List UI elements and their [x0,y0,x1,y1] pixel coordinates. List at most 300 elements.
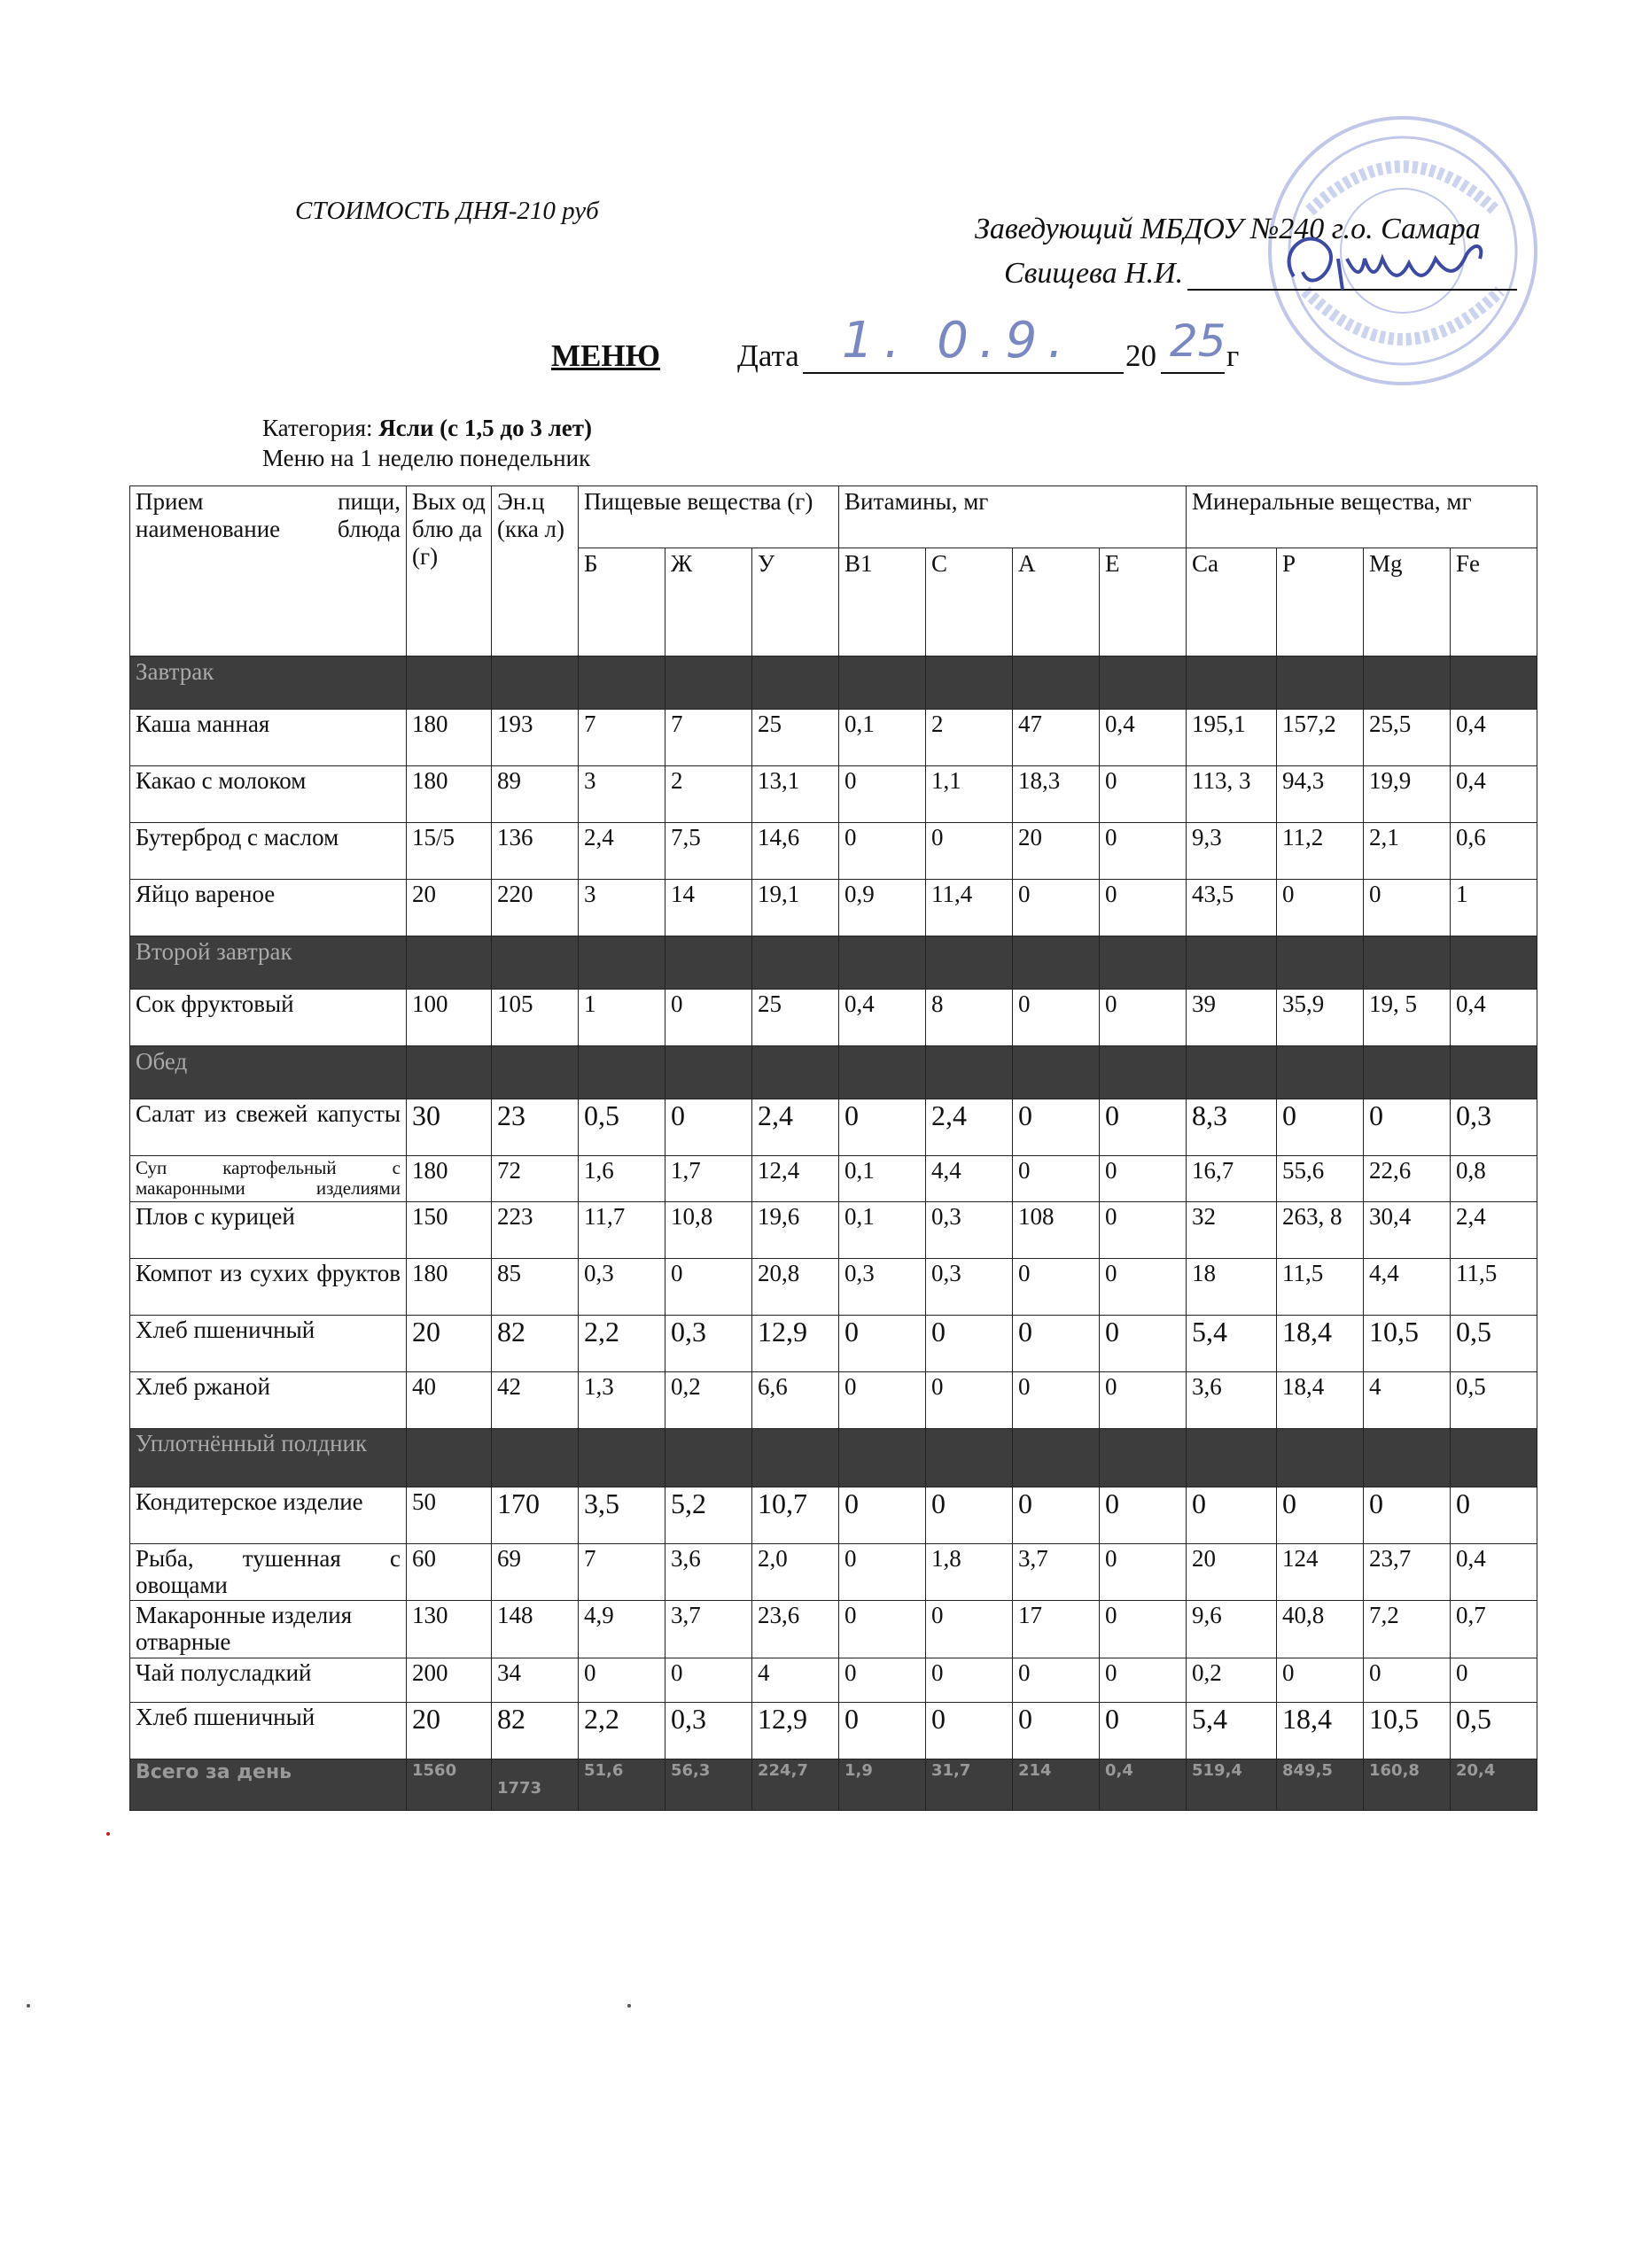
section-cell [1451,656,1537,710]
value-cell: 50 [407,1487,492,1544]
value-cell: 220 [492,880,579,936]
value-cell: 0 [1013,1156,1100,1202]
value-cell: 0 [839,1316,926,1372]
value-cell: 0 [1013,1487,1100,1544]
value-cell: 0 [926,1372,1013,1429]
dish-name: Каша манная [130,710,407,766]
table-row [130,1544,1537,1601]
table-row [130,1601,1537,1658]
value-cell: 0 [1100,766,1187,823]
category-label: Категория: [262,415,373,441]
value-cell: 19, 5 [1364,990,1451,1046]
value-cell: 0,1 [839,1156,926,1202]
section-cell [1100,656,1187,710]
value-cell: 2 [926,710,1013,766]
value-cell: 7 [665,710,752,766]
table-row [130,1316,1537,1372]
value-cell: 25,5 [1364,710,1451,766]
section-cell [1187,656,1277,710]
value-cell: 39 [1187,990,1277,1046]
value-cell: 0 [1013,1372,1100,1429]
value-cell: 3 [579,766,665,823]
value-cell: 5,2 [665,1487,752,1544]
value-cell: 113, 3 [1187,766,1277,823]
value-cell: 4,9 [579,1601,665,1658]
value-cell: 30,4 [1364,1202,1451,1259]
total-cell: 849,5 [1277,1759,1364,1810]
value-cell: 180 [407,1156,492,1202]
subheader-cell: Е [1100,548,1187,656]
value-cell: 2,0 [752,1544,839,1601]
table-row [130,710,1537,766]
value-cell: 0 [926,1658,1013,1702]
menu-title: МЕНЮ [551,338,661,373]
value-cell: 0,3 [1451,1099,1537,1156]
value-cell: 0 [926,1316,1013,1372]
value-cell: 0 [1013,990,1100,1046]
value-cell: 6,6 [752,1372,839,1429]
value-cell: 32 [1187,1202,1277,1259]
section-cell [1013,936,1100,990]
value-cell: 85 [492,1259,579,1316]
value-cell: 12,4 [752,1156,839,1202]
total-cell: 519,4 [1187,1759,1277,1810]
header-energy: Эн.ц (кка л) [492,486,579,656]
value-cell: 0,4 [1451,1544,1537,1601]
value-cell: 0 [839,766,926,823]
value-cell: 193 [492,710,579,766]
value-cell: 0 [1100,1658,1187,1702]
value-cell: 0 [1277,1658,1364,1702]
value-cell: 0 [1277,1099,1364,1156]
value-cell: 7,5 [665,823,752,880]
value-cell: 1 [1451,880,1537,936]
section-cell [1364,1429,1451,1487]
value-cell: 3,7 [1013,1544,1100,1601]
subheader-cell: Mg [1364,548,1451,656]
value-cell: 0 [839,823,926,880]
value-cell: 0 [926,1702,1013,1759]
value-cell: 35,9 [1277,990,1364,1046]
value-cell: 12,9 [752,1702,839,1759]
value-cell: 18,4 [1277,1316,1364,1372]
approval-line: Заведующий МБДОУ №240 г.о. Самара [975,213,1481,245]
header-nutrients: Пищевые вещества (г) [579,486,839,548]
value-cell: 0 [1277,1487,1364,1544]
table-row [130,1372,1537,1429]
value-cell: 1,8 [926,1544,1013,1601]
value-cell: 100 [407,990,492,1046]
section-title: Второй завтрак [130,936,407,990]
value-cell: 0 [665,1658,752,1702]
dish-name: Плов с курицей [130,1202,407,1259]
speck [27,2004,30,2008]
table-row [130,823,1537,880]
value-cell: 0 [839,1544,926,1601]
value-cell: 0 [1013,1259,1100,1316]
section-cell [839,1046,926,1099]
value-cell: 7 [579,710,665,766]
value-cell: 94,3 [1277,766,1364,823]
section-cell [492,1429,579,1487]
value-cell: 0,2 [1187,1658,1277,1702]
subheader-cell: Fe [1451,548,1537,656]
value-cell: 0 [1013,1658,1100,1702]
dish-name: Хлеб ржаной [130,1372,407,1429]
value-cell: 0,4 [1451,766,1537,823]
total-cell: 56,3 [665,1759,752,1810]
value-cell: 4,4 [926,1156,1013,1202]
value-cell: 2 [665,766,752,823]
value-cell: 9,6 [1187,1601,1277,1658]
total-cell: 31,7 [926,1759,1013,1810]
value-cell: 55,6 [1277,1156,1364,1202]
subheader-cell: В1 [839,548,926,656]
value-cell: 200 [407,1658,492,1702]
value-cell: 0 [839,1702,926,1759]
section-cell [407,1429,492,1487]
value-cell: 0,5 [1451,1702,1537,1759]
value-cell: 10,5 [1364,1316,1451,1372]
value-cell: 0,3 [579,1259,665,1316]
value-cell: 0,4 [839,990,926,1046]
value-cell: 0,4 [1451,990,1537,1046]
value-cell: 0,8 [1451,1156,1537,1202]
speck [106,1832,110,1836]
value-cell: 40,8 [1277,1601,1364,1658]
value-cell: 89 [492,766,579,823]
dish-name: Макаронные изделия отварные [130,1601,407,1658]
section-row [130,936,1537,990]
dish-name: Чай полусладкий [130,1658,407,1702]
section-cell [1277,656,1364,710]
table-row [130,1702,1537,1759]
value-cell: 157,2 [1277,710,1364,766]
value-cell: 1 [579,990,665,1046]
value-cell: 20 [407,880,492,936]
value-cell: 19,9 [1364,766,1451,823]
section-row [130,1046,1537,1099]
total-cell: 0,4 [1100,1759,1187,1810]
value-cell: 43,5 [1187,880,1277,936]
section-cell [1100,936,1187,990]
section-cell [1451,1046,1537,1099]
section-cell [752,936,839,990]
section-cell [752,656,839,710]
value-cell: 82 [492,1702,579,1759]
value-cell: 11,4 [926,880,1013,936]
section-cell [1364,936,1451,990]
table-row [130,1202,1537,1259]
value-cell: 20 [407,1316,492,1372]
value-cell: 223 [492,1202,579,1259]
value-cell: 0,2 [665,1372,752,1429]
dish-name: Какао с молоком [130,766,407,823]
value-cell: 0,9 [839,880,926,936]
value-cell: 11,2 [1277,823,1364,880]
section-cell [579,936,665,990]
section-cell [1187,936,1277,990]
value-cell: 0 [1013,1316,1100,1372]
value-cell: 2,2 [579,1702,665,1759]
dish-name: Суп картофельный с макаронными изделиями [130,1156,407,1202]
section-title: Завтрак [130,656,407,710]
value-cell: 0,3 [665,1702,752,1759]
value-cell: 23,6 [752,1601,839,1658]
value-cell: 25 [752,710,839,766]
value-cell: 0 [1364,1487,1451,1544]
header-meal: Прием пищи, наименование блюда [130,486,407,656]
value-cell: 0 [1100,1487,1187,1544]
value-cell: 18,4 [1277,1372,1364,1429]
value-cell: 22,6 [1364,1156,1451,1202]
value-cell: 170 [492,1487,579,1544]
dish-name: Салат из свежей капусты [130,1099,407,1156]
subheader-cell: Ж [665,548,752,656]
value-cell: 12,9 [752,1316,839,1372]
value-cell: 0 [839,1658,926,1702]
subheader-cell: С [926,548,1013,656]
value-cell: 0 [1364,880,1451,936]
value-cell: 11,5 [1277,1259,1364,1316]
value-cell: 0 [1100,1372,1187,1429]
value-cell: 0 [1451,1487,1537,1544]
value-cell: 180 [407,710,492,766]
value-cell: 7 [579,1544,665,1601]
value-cell: 0 [1100,990,1187,1046]
date-line [803,372,1124,374]
value-cell: 108 [1013,1202,1100,1259]
value-cell: 14,6 [752,823,839,880]
value-cell: 4,4 [1364,1259,1451,1316]
section-cell [1013,1046,1100,1099]
table-row [130,1487,1537,1544]
dish-name: Хлеб пшеничный [130,1702,407,1759]
section-cell [492,936,579,990]
value-cell: 8 [926,990,1013,1046]
value-cell: 18,3 [1013,766,1100,823]
subheader-cell: Б [579,548,665,656]
value-cell: 10,8 [665,1202,752,1259]
year-prefix: 20 [1125,338,1156,373]
section-cell [492,656,579,710]
value-cell: 0 [665,1259,752,1316]
value-cell: 0,3 [926,1202,1013,1259]
value-cell: 34 [492,1658,579,1702]
value-cell: 0,3 [665,1316,752,1372]
dish-name: Компот из сухих фруктов [130,1259,407,1316]
value-cell: 3 [579,880,665,936]
value-cell: 14 [665,880,752,936]
total-cell: 214 [1013,1759,1100,1810]
category-value: Ясли (с 1,5 до 3 лет) [378,415,592,441]
section-cell [926,1046,1013,1099]
value-cell: 0,6 [1451,823,1537,880]
total-cell: 1560 [407,1759,492,1810]
value-cell: 0,5 [1451,1316,1537,1372]
value-cell: 2,1 [1364,823,1451,880]
value-cell: 10,7 [752,1487,839,1544]
year-unit: г [1226,338,1240,373]
value-cell: 8,3 [1187,1099,1277,1156]
value-cell: 18 [1187,1259,1277,1316]
value-cell: 1,6 [579,1156,665,1202]
value-cell: 0 [926,1601,1013,1658]
value-cell: 10,5 [1364,1702,1451,1759]
value-cell: 11,7 [579,1202,665,1259]
section-cell [1277,1046,1364,1099]
value-cell: 263, 8 [1277,1202,1364,1259]
week-label: Меню на 1 неделю понедельник [262,445,591,471]
dish-name: Кондитерское изделие [130,1487,407,1544]
section-cell [752,1429,839,1487]
value-cell: 0 [926,1487,1013,1544]
value-cell: 130 [407,1601,492,1658]
section-cell [492,1046,579,1099]
section-cell [1364,656,1451,710]
value-cell: 40 [407,1372,492,1429]
value-cell: 15/5 [407,823,492,880]
total-row [130,1759,1537,1810]
value-cell: 23,7 [1364,1544,1451,1601]
value-cell: 0 [926,823,1013,880]
value-cell: 180 [407,766,492,823]
signature-icon [1276,223,1498,303]
table-row [130,766,1537,823]
value-cell: 0 [1187,1487,1277,1544]
value-cell: 195,1 [1187,710,1277,766]
section-cell [839,1429,926,1487]
value-cell: 16,7 [1187,1156,1277,1202]
value-cell: 4 [752,1658,839,1702]
section-cell [579,1046,665,1099]
subheader-cell: Р [1277,548,1364,656]
total-cell: 1773 [492,1759,579,1810]
value-cell: 2,2 [579,1316,665,1372]
value-cell: 1,3 [579,1372,665,1429]
speck [627,2004,631,2008]
value-cell: 3,6 [1187,1372,1277,1429]
value-cell: 0 [1100,1156,1187,1202]
value-cell: 0,3 [839,1259,926,1316]
value-cell: 82 [492,1316,579,1372]
value-cell: 0,7 [1451,1601,1537,1658]
subheader-cell: А [1013,548,1100,656]
value-cell: 0,4 [1100,710,1187,766]
section-cell [1187,1046,1277,1099]
header-row [130,486,1537,548]
value-cell: 2,4 [926,1099,1013,1156]
value-cell: 0 [1364,1658,1451,1702]
section-cell [926,1429,1013,1487]
table-row [130,1658,1537,1702]
section-cell [407,936,492,990]
value-cell: 136 [492,823,579,880]
value-cell: 0 [1013,880,1100,936]
value-cell: 11,5 [1451,1259,1537,1316]
section-cell [1100,1046,1187,1099]
total-cell: 1,9 [839,1759,926,1810]
value-cell: 0 [1100,1544,1187,1601]
value-cell: 1,1 [926,766,1013,823]
value-cell: 0 [1364,1099,1451,1156]
subheader-cell: У [752,548,839,656]
section-cell [1100,1429,1187,1487]
table-row [130,1259,1537,1316]
value-cell: 2,4 [752,1099,839,1156]
value-cell: 150 [407,1202,492,1259]
section-cell [926,656,1013,710]
value-cell: 0 [839,1487,926,1544]
year-suffix: 25 [1170,315,1226,367]
value-cell: 0,3 [926,1259,1013,1316]
section-cell [839,656,926,710]
section-cell [1013,1429,1100,1487]
value-cell: 3,5 [579,1487,665,1544]
section-cell [926,936,1013,990]
value-cell: 0,5 [579,1099,665,1156]
value-cell: 25 [752,990,839,1046]
section-title: Уплотнённый полдник [130,1429,407,1487]
section-cell [665,936,752,990]
value-cell: 0 [1100,1202,1187,1259]
header-vitamins: Витамины, мг [839,486,1187,548]
section-cell [579,1429,665,1487]
section-cell [665,656,752,710]
value-cell: 0,4 [1451,710,1537,766]
menu-table [129,485,1537,1811]
value-cell: 60 [407,1544,492,1601]
value-cell: 3,6 [665,1544,752,1601]
value-cell: 0 [839,1372,926,1429]
table-row [130,990,1537,1046]
value-cell: 19,1 [752,880,839,936]
section-cell [839,936,926,990]
section-cell [407,1046,492,1099]
value-cell: 0 [1451,1658,1537,1702]
value-cell: 0 [665,1099,752,1156]
value-cell: 20 [1013,823,1100,880]
dish-name: Яйцо вареное [130,880,407,936]
section-cell [1451,1429,1537,1487]
value-cell: 148 [492,1601,579,1658]
category [262,415,592,442]
section-cell [1277,1429,1364,1487]
year-line [1161,372,1225,374]
value-cell: 9,3 [1187,823,1277,880]
section-cell [407,656,492,710]
value-cell: 20 [1187,1544,1277,1601]
day-cost: СТОИМОСТЬ ДНЯ-210 руб [295,197,599,225]
value-cell: 0 [1013,1702,1100,1759]
value-cell: 72 [492,1156,579,1202]
value-cell: 20,8 [752,1259,839,1316]
header-yield: Вых од блю да (г) [407,486,492,656]
value-cell: 0 [839,1601,926,1658]
section-cell [1451,936,1537,990]
value-cell: 0 [579,1658,665,1702]
section-cell [1364,1046,1451,1099]
dish-name: Рыба, тушенная с овощами [130,1544,407,1601]
section-cell [665,1429,752,1487]
value-cell: 2,4 [1451,1202,1537,1259]
value-cell: 13,1 [752,766,839,823]
table-row [130,1156,1537,1202]
approval-name: Свищева Н.И. [1004,257,1184,290]
value-cell: 0 [1100,1702,1187,1759]
value-cell: 18,4 [1277,1702,1364,1759]
value-cell: 0 [665,990,752,1046]
